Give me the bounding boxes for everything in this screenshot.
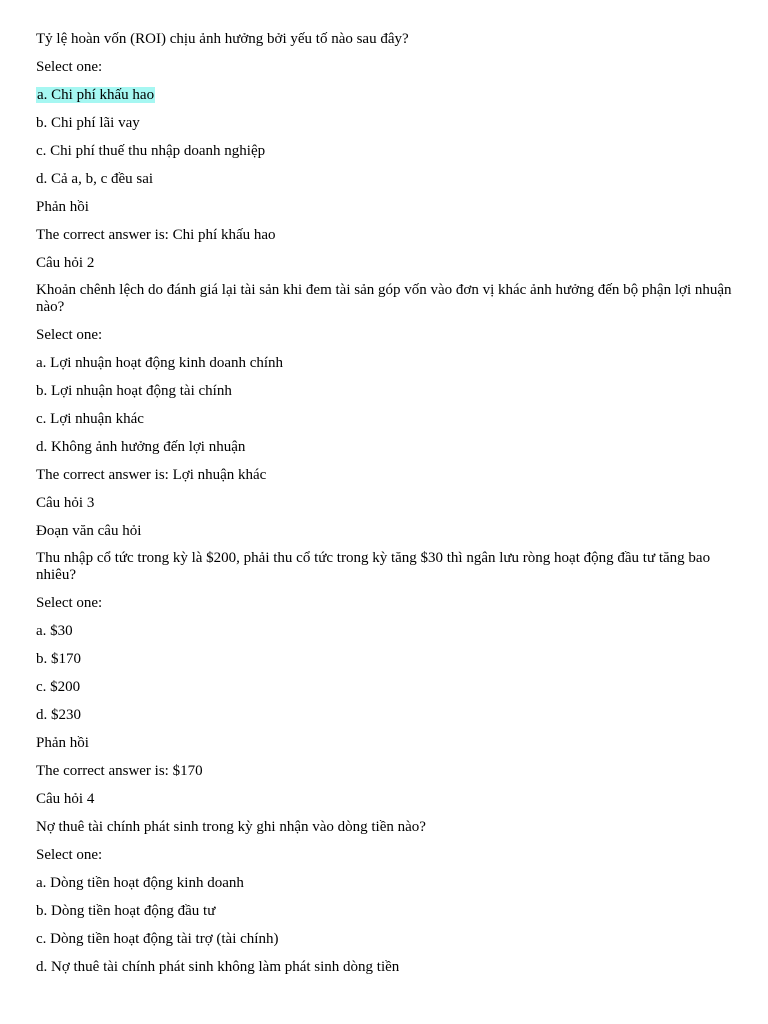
q2-option-b: b. Lợi nhuận hoạt động tài chính	[36, 383, 232, 399]
question-1-text: Tỷ lệ hoàn vốn (ROI) chịu ảnh hưởng bởi yếu tố nào sau đây?	[36, 31, 409, 47]
q2-correct-answer: The correct answer is: Lợi nhuận khác	[36, 467, 267, 483]
q3-question-text-label: Đoạn văn câu hỏi	[36, 523, 142, 539]
q1-correct-answer: The correct answer is: Chi phí khấu hao	[36, 227, 276, 243]
q2-option-c: c. Lợi nhuận khác	[36, 411, 144, 427]
q3-feedback-label: Phản hồi	[36, 735, 89, 751]
question-4-text: Nợ thuê tài chính phát sinh trong kỳ ghi nhận vào dòng tiền nào?	[36, 819, 426, 835]
q2-option-a: a. Lợi nhuận hoạt động kinh doanh chính	[36, 355, 284, 371]
q4-option-d: d. Nợ thuê tài chính phát sinh không làm phát sinh dòng tiền	[36, 959, 400, 975]
q1-option-b: b. Chi phí lãi vay	[36, 115, 140, 131]
quiz-document	[36, 30, 736, 986]
q3-select-one-label: Select one:	[36, 595, 103, 611]
question-4-heading: Câu hỏi 4	[36, 791, 95, 807]
q4-option-a: a. Dòng tiền hoạt động kinh doanh	[36, 875, 244, 891]
q4-option-c: c. Dòng tiền hoạt động tài trợ (tài chính)	[36, 931, 279, 947]
q3-correct-answer: The correct answer is: $170	[36, 763, 203, 779]
q3-option-b: b. $170	[36, 651, 81, 667]
q4-option-b: b. Dòng tiền hoạt động đầu tư	[36, 903, 216, 919]
q1-option-d: d. Cả a, b, c đều sai	[36, 171, 154, 187]
q1-option-a	[36, 86, 736, 104]
question-3-heading: Câu hỏi 3	[36, 495, 95, 511]
q2-select-one-label: Select one:	[36, 327, 103, 343]
q1-select-one-label: Select one:	[36, 59, 103, 75]
q3-option-a: a. $30	[36, 623, 73, 639]
q1-option-a-highlight: a. Chi phí khấu hao	[37, 87, 155, 103]
q1-feedback-label: Phản hồi	[36, 199, 89, 215]
q1-option-c: c. Chi phí thuế thu nhập doanh nghiệp	[36, 143, 266, 159]
question-3-text: Thu nhập cổ tức trong kỳ là $200, phải thu cổ tức trong kỳ tăng $30 thì ngân lưu ròng hoạt động đầu tư tăng bao nhiêu?	[36, 550, 711, 583]
question-2-heading: Câu hỏi 2	[36, 255, 95, 271]
question-2-text: Khoản chênh lệch do đánh giá lại tài sản khi đem tài sản góp vốn vào đơn vị khác ảnh hưởng đến bộ phận lợi nhuận nào?	[36, 282, 732, 315]
q3-option-c: c. $200	[36, 679, 81, 695]
q2-option-d: d. Không ảnh hưởng đến lợi nhuận	[36, 439, 246, 455]
q3-option-d: d. $230	[36, 707, 81, 723]
q4-select-one-label: Select one:	[36, 847, 103, 863]
